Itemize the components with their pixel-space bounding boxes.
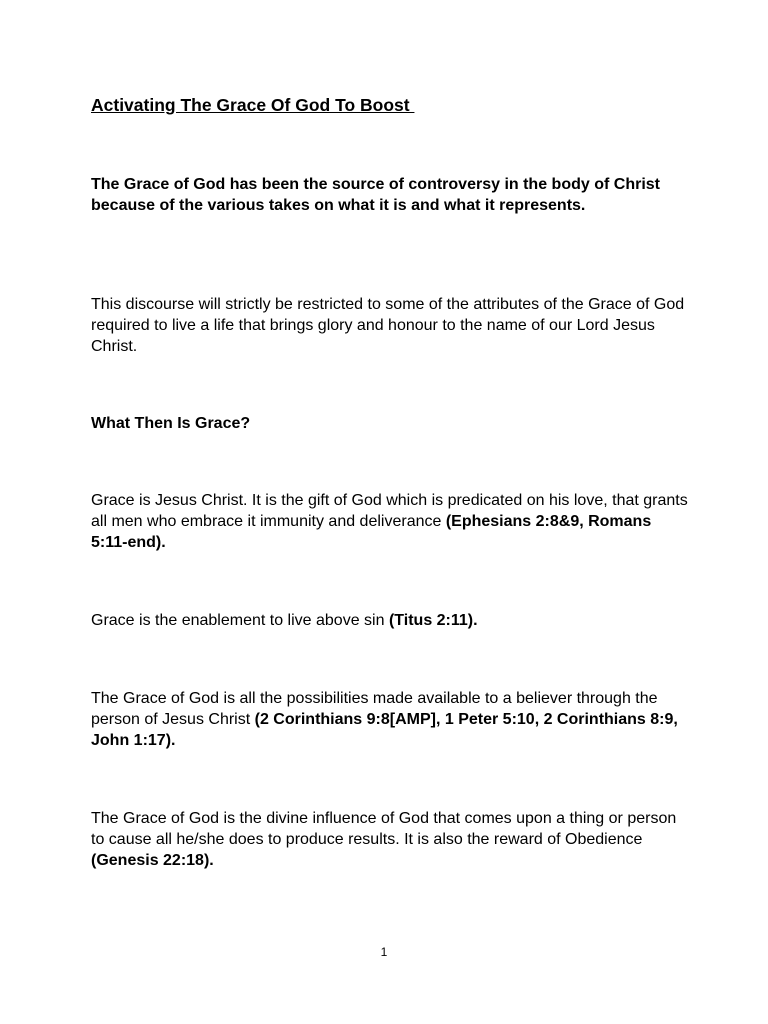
page-number: 1 bbox=[380, 945, 388, 959]
definition-text: Grace is Jesus Christ. It is the gift of God which is predicated on his love, that grants all men who embrace it immunity and deliverance bbox=[91, 492, 688, 530]
scripture-reference: (2 Corinthians 9:8[AMP], 1 Peter 5:10, 2 Corinthians 8:9, John 1:17). bbox=[91, 711, 678, 749]
grace-definition-3 bbox=[91, 688, 691, 751]
scripture-reference: (Titus 2:11). bbox=[388, 612, 478, 629]
definition-text: Grace is the enablement to live above sin bbox=[91, 612, 389, 629]
discourse-paragraph: This discourse will strictly be restricted to some of the attributes of the Grace of God required to live a life that brings glory and honour to the name of our Lord Jesus Christ. bbox=[91, 296, 685, 355]
definition-text: The Grace of God is the divine influence of God that comes upon a thing or person to cause all he/she does to produce results. It is also the reward of Obedience bbox=[91, 810, 677, 848]
intro-paragraph: The Grace of God has been the source of controversy in the body of Christ because of the various takes on what it is and what it represents. bbox=[91, 176, 660, 214]
grace-definition-2 bbox=[91, 610, 691, 631]
scripture-reference: (Genesis 22:18). bbox=[91, 852, 214, 869]
grace-definition-1 bbox=[91, 490, 691, 553]
document-title: Activating The Grace Of God To Boost bbox=[91, 95, 415, 115]
definition-text: The Grace of God is all the possibilities made available to a believer through the person of Jesus Christ bbox=[91, 690, 658, 728]
scripture-reference: (Ephesians 2:8&9, Romans 5:11-end). bbox=[91, 513, 652, 551]
section-heading: What Then Is Grace? bbox=[91, 415, 251, 432]
grace-definition-4 bbox=[91, 808, 691, 871]
